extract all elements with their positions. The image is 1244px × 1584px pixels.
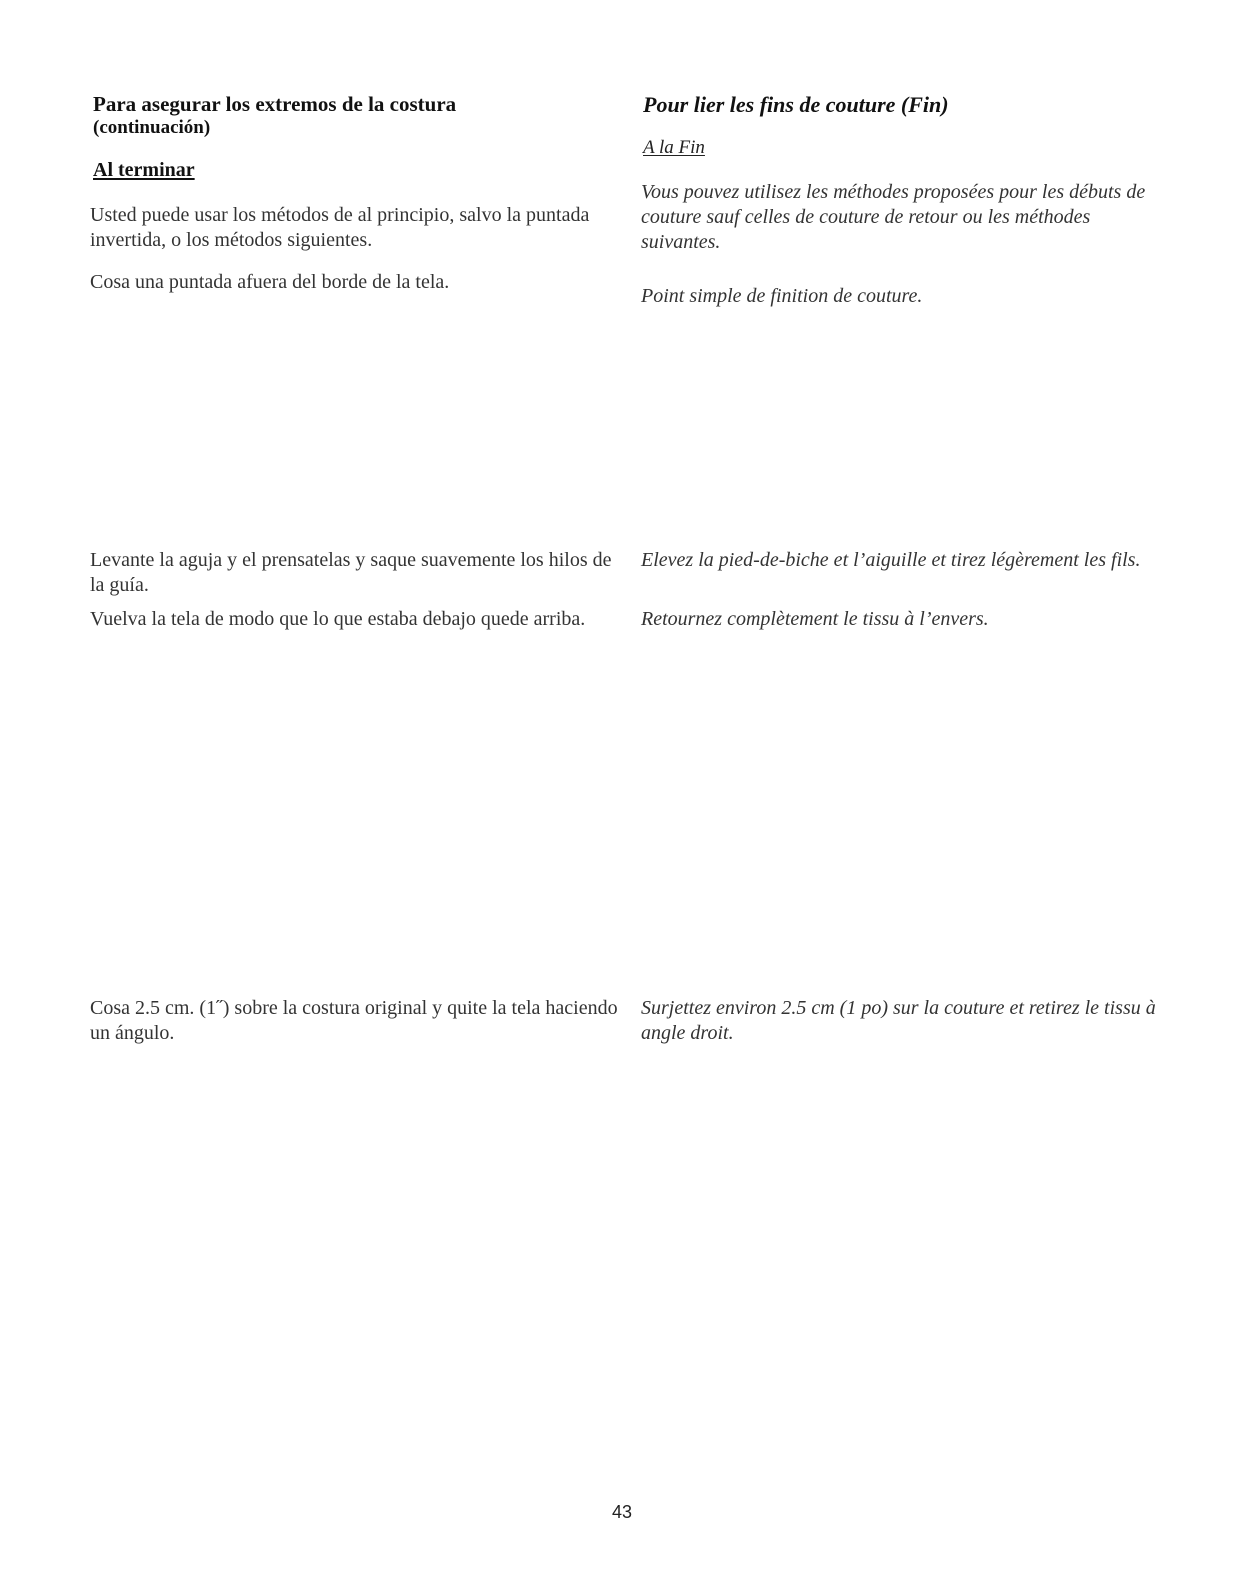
french-heading: Pour lier les fins de couture (Fin) [643, 92, 949, 117]
french-paragraph-turn-fabric: Retournez complètement le tissu à l’envers. [641, 608, 989, 630]
french-subheading: A la Fin [643, 137, 705, 158]
spanish-paragraph-raise-needle: Levante la aguja y el prensatelas y saque suavemente los hilos de la guía. [90, 549, 612, 596]
french-paragraph-overcast-seam: Surjettez environ 2.5 cm (1 po) sur la couture et retirez le tissu à angle droit. [641, 997, 1156, 1044]
spanish-paragraph-sew-over-seam: Cosa 2.5 cm. (1˝) sobre la costura original y quite la tela haciendo un ángulo. [90, 997, 618, 1044]
page-number: 43 [611, 1502, 633, 1522]
french-paragraph-finishing-stitch: Point simple de finition de couture. [641, 285, 923, 307]
spanish-heading-continuation: (continuación) [93, 117, 211, 138]
spanish-paragraph-methods: Usted puede usar los métodos de al principio, salvo la puntada invertida, o los métodos siguientes. [90, 204, 590, 251]
spanish-heading [93, 92, 613, 140]
spanish-paragraph-stitch-off-edge: Cosa una puntada afuera del borde de la tela. [90, 271, 450, 293]
spanish-paragraph-turn-fabric: Vuelva la tela de modo que lo que estaba debajo quede arriba. [90, 608, 586, 630]
french-paragraph-raise-foot: Elevez la pied-de-biche et l’aiguille et tirez légèrement les fils. [641, 549, 1141, 571]
spanish-heading-title: Para asegurar los extremos de la costura [93, 92, 457, 116]
spanish-subheading: Al terminar [93, 159, 195, 181]
french-paragraph-methods: Vous pouvez utilisez les méthodes proposées pour les débuts de couture sauf celles de couture de retour ou les méthodes suivantes. [641, 181, 1146, 253]
